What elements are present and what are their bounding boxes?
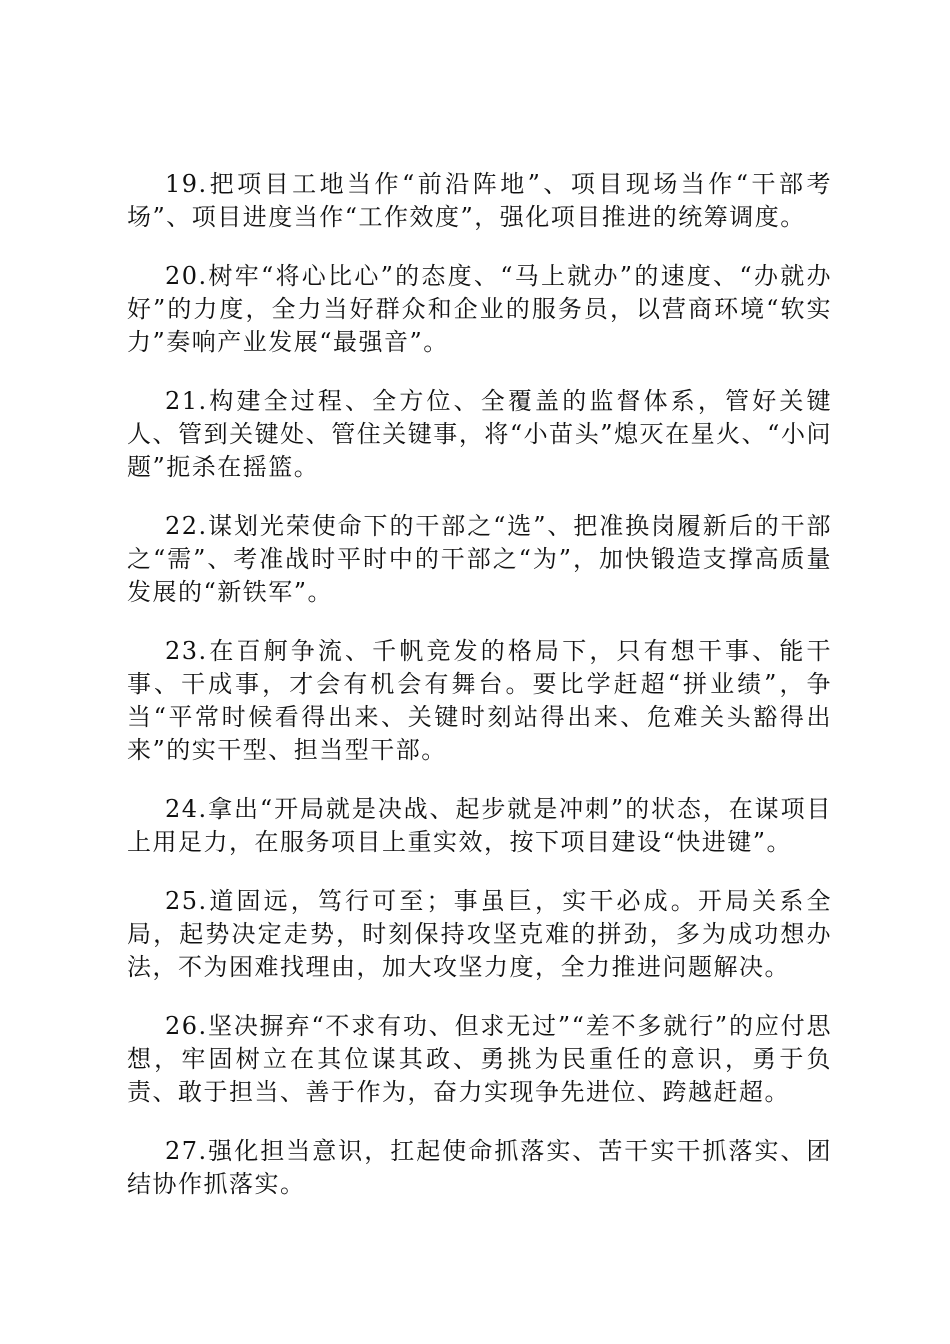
paragraph-23: 23.在百舸争流、千帆竞发的格局下，只有想干事、能干事、干成事，才会有机会有舞台。要比学赶超“拼业绩”，争当“平常时候看得出来、关键时刻站得出来、危难关头豁得出来”的实干型、担当型干部。 bbox=[127, 637, 832, 764]
paragraph-19: 19.把项目工地当作“前沿阵地”、项目现场当作“干部考场”、项目进度当作“工作效度”，强化项目推进的统筹调度。 bbox=[127, 170, 832, 231]
paragraph-27: 27.强化担当意识，扛起使命抓落实、苦干实干抓落实、团结协作抓落实。 bbox=[127, 1137, 832, 1198]
paragraph-20: 20.树牢“将心比心”的态度、“马上就办”的速度、“办就办好”的力度，全力当好群众和企业的服务员，以营商环境“软实力”奏响产业发展“最强音”。 bbox=[127, 262, 832, 356]
paragraph-25: 25.道固远，笃行可至；事虽巨，实干必成。开局关系全局，起势决定走势，时刻保持攻坚克难的拼劲，多为成功想办法，不为困难找理由，加大攻坚力度，全力推进问题解决。 bbox=[127, 887, 832, 981]
paragraph-22: 22.谋划光荣使命下的干部之“选”、把准换岗履新后的干部之“需”、考准战时平时中的干部之“为”，加快锻造支撑高质量发展的“新铁军”。 bbox=[127, 512, 832, 606]
paragraph-26: 26.坚决摒弃“不求有功、但求无过”“差不多就行”的应付思想，牢固树立在其位谋其政、勇挑为民重任的意识，勇于负责、敢于担当、善于作为，奋力实现争先进位、跨越赶超。 bbox=[127, 1012, 832, 1106]
paragraph-21: 21.构建全过程、全方位、全覆盖的监督体系，管好关键人、管到关键处、管住关键事，将“小苗头”熄灭在星火、“小问题”扼杀在摇篮。 bbox=[127, 387, 832, 481]
paragraph-24: 24.拿出“开局就是决战、起步就是冲刺”的状态，在谋项目上用足力，在服务项目上重实效，按下项目建设“快进键”。 bbox=[127, 795, 832, 856]
document-body bbox=[127, 168, 832, 1227]
